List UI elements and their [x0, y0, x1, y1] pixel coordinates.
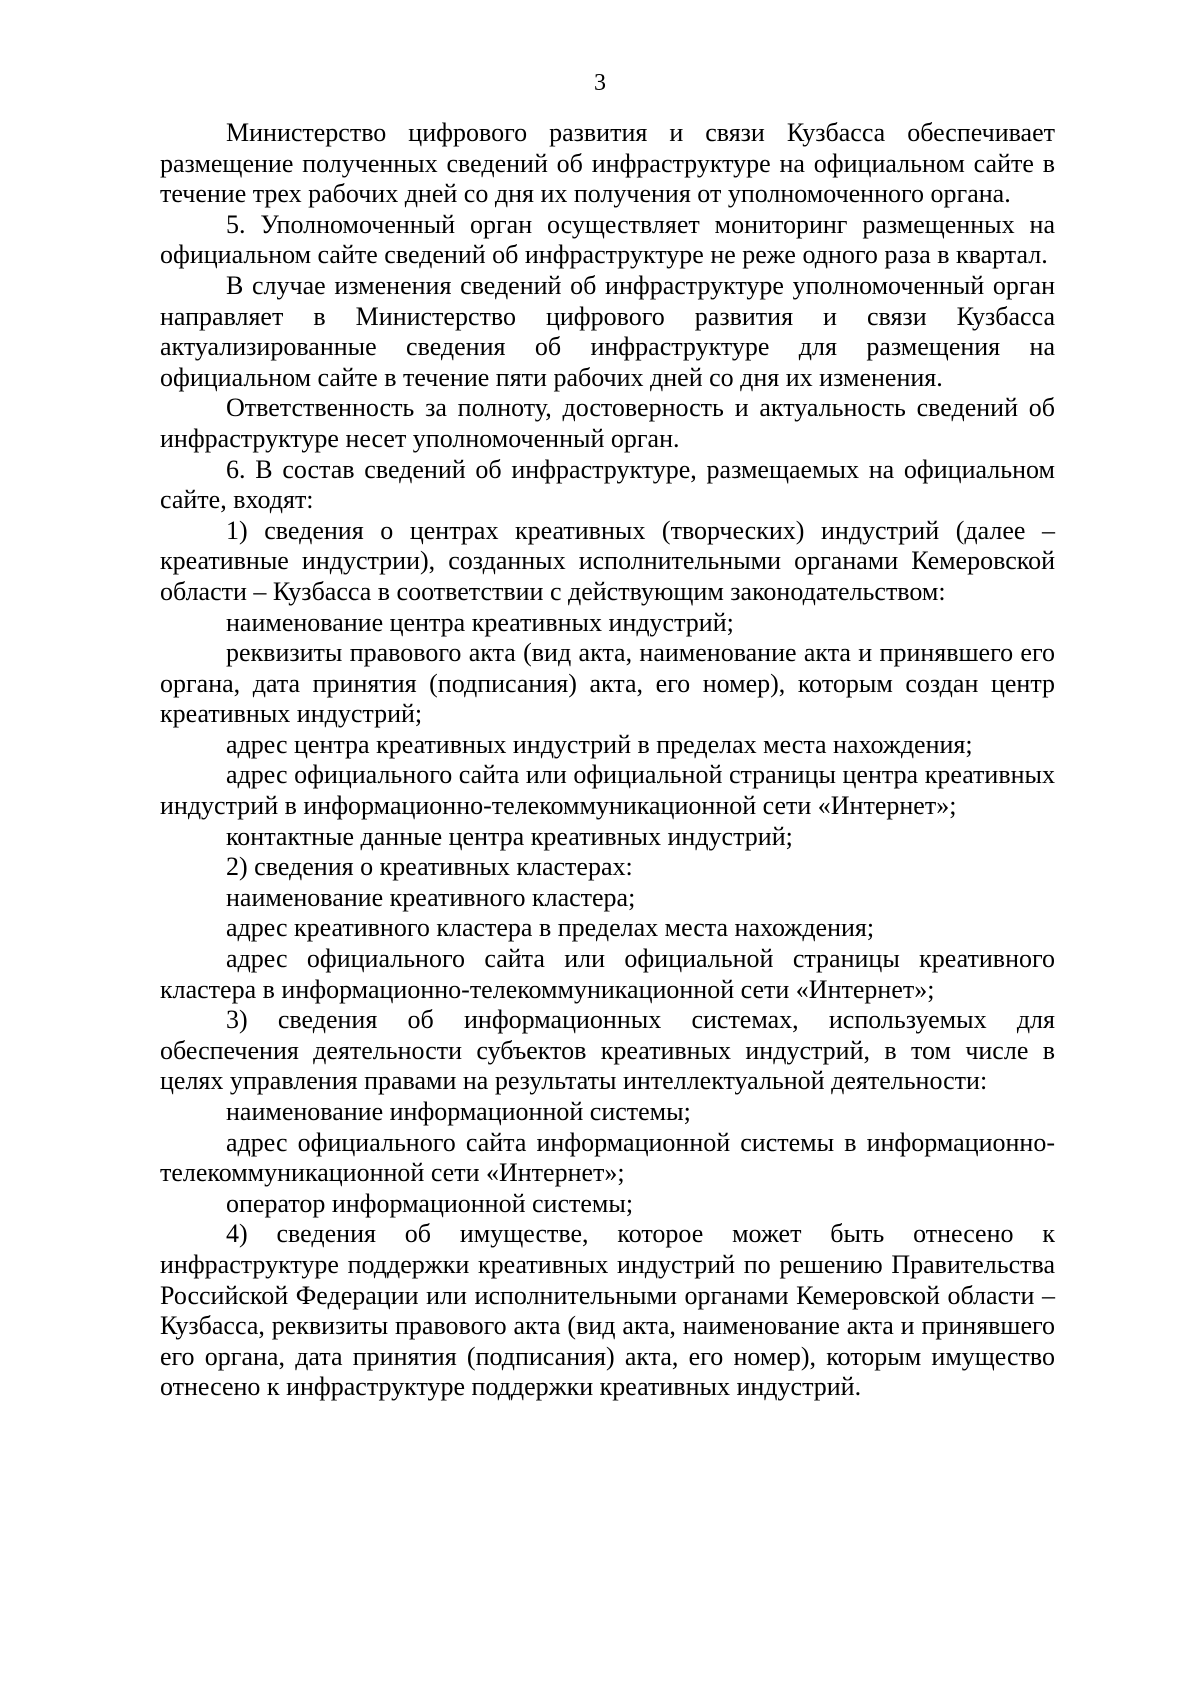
list-item: 3) сведения об информационных системах, используемых для обеспечения деятельности субъектов креативных индустрий, в том числе в целях управления правами на результаты интеллектуальной деятельности:: [160, 1005, 1055, 1096]
paragraph: 6. В состав сведений об инфраструктуре, размещаемых на официальном сайте, входят:: [160, 454, 1055, 515]
document-body: [160, 118, 1055, 1403]
sub-item: адрес официального сайта или официальной страницы креативного кластера в информационно-телекоммуникационной сети «Интернет»;: [160, 944, 1055, 1004]
sub-item: адрес креативного кластера в пределах места нахождения;: [226, 913, 875, 943]
sub-item: адрес официального сайта информационной системы в информационно-телекоммуникационной сети «Интернет»;: [160, 1127, 1055, 1188]
paragraph: В случае изменения сведений об инфраструктуре уполномоченный орган направляет в Министерство цифрового развития и связи Кузбасса актуализированные сведения об инфраструктуре для размещения на официальном сайте в течение пяти рабочих дней со дня их изменения.: [160, 270, 1055, 392]
sub-item: адрес официального сайта или официальной страницы центра креативных индустрий в информационно-телекоммуникационной сети «Интернет»;: [160, 760, 1055, 821]
paragraph: Министерство цифрового развития и связи Кузбасса обеспечивает размещение полученных сведений об инфраструктуре на официальном сайте в течение трех рабочих дней со дня их получения от уполномоченного органа.: [160, 118, 1055, 209]
page-number: 3: [594, 70, 606, 96]
list-item: 1) сведения о центрах креативных (творческих) индустрий (далее – креативные индустрии), созданных исполнительными органами Кемеровской области – Кузбасса в соответствии с действующим законодательством:: [160, 515, 1055, 606]
sub-item: контактные данные центра креативных индустрий;: [226, 821, 793, 851]
paragraph: Ответственность за полноту, достоверность и актуальность сведений об инфраструктуре несет уполномоченный орган.: [160, 393, 1055, 453]
sub-item: наименование центра креативных индустрий;: [226, 607, 734, 637]
sub-item: наименование креативного кластера;: [226, 882, 636, 912]
paragraph: 5. Уполномоченный орган осуществляет мониторинг размещенных на официальном сайте сведений об инфраструктуре не реже одного раза в квартал.: [160, 209, 1055, 270]
list-item: 2) сведения о креативных кластерах:: [226, 852, 633, 882]
sub-item: наименование информационной системы;: [226, 1097, 691, 1126]
sub-item: адрес центра креативных индустрий в пределах места нахождения;: [226, 729, 973, 759]
list-item: 4) сведения об имуществе, которое может быть отнесено к инфраструктуре поддержки креативных индустрий по решению Правительства Российской Федерации или исполнительными органами Кемеровской области – Кузбасса, реквизиты правового акта (вид акта, наименование акта и принявшего его органа, дата принятия (подписания) акта, его номер), которым имущество отнесено к инфраструктуре поддержки креативных индустрий.: [160, 1219, 1055, 1402]
sub-item: реквизиты правового акта (вид акта, наименование акта и принявшего его органа, дата принятия (подписания) акта, его номер), которым создан центр креативных индустрий;: [160, 638, 1055, 729]
sub-item: оператор информационной системы;: [226, 1188, 634, 1218]
